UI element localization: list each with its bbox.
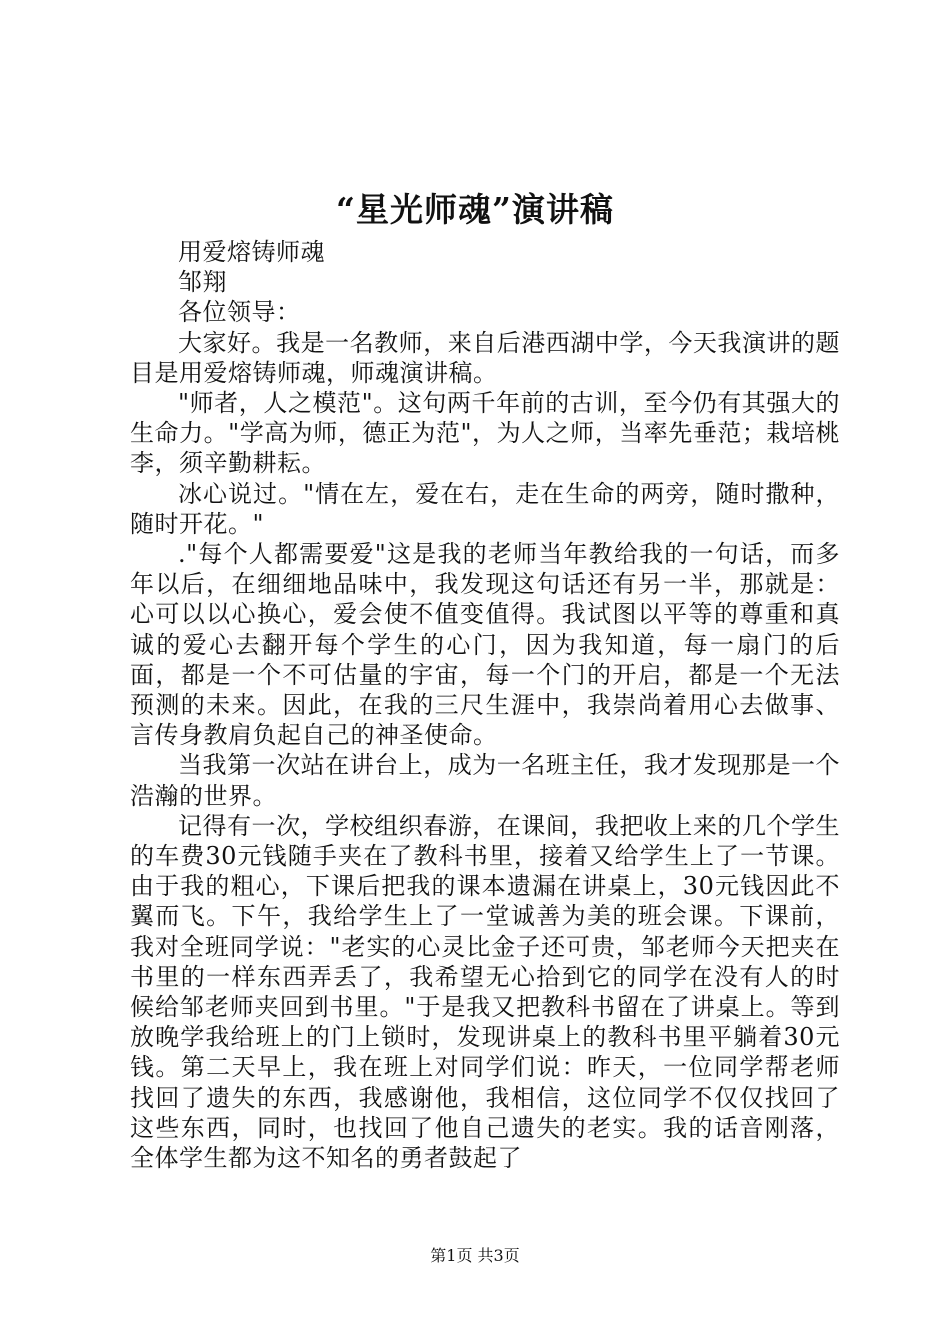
paragraph: 大家好。我是一名教师，来自后港西湖中学，今天我演讲的题目是用爱熔铸师魂，师魂演讲稿。 [130, 328, 840, 387]
paragraph-salutation: 各位领导： [178, 298, 301, 327]
page-footer: 第1页 共3页 [430, 1246, 520, 1265]
paragraph: 当我第一次站在讲台上，成为一名班主任，我才发现那是一个浩瀚的世界。 [130, 751, 840, 810]
paragraph: "师者，人之模范"。这句两千年前的古训，至今仍有其强大的生命力。"学高为师，德正为范"，为人之师，当率先垂范；栽培桃李，须辛勤耕耘。 [130, 389, 840, 478]
paragraph: 冰心说过。"情在左，爱在右，走在生命的两旁，随时撒种，随时开花。" [130, 479, 840, 538]
document-body [130, 237, 840, 1173]
document-title: “星光师魂”演讲稿 [336, 190, 614, 229]
paragraph-author: 邹翔 [178, 268, 227, 297]
paragraph: 记得有一次，学校组织春游，在课间，我把收上来的几个学生的车费30元钱随手夹在了教科书里，接着又给学生上了一节课。由于我的粗心，下课后把我的课本遗漏在讲桌上，30元钱因此不翼而飞。下午，我给学生上了一堂诚善为美的班会课。下课前，我对全班同学说："老实的心灵比金子还可贵，邹老师今天把夹在书里的一样东西弄丢了，我希望无心拾到它的同学在没有人的时候给邹老师夹回到书里。"于是我又把教科书留在了讲桌上。等到放晚学我给班上的门上锁时，发现讲桌上的教科书里平躺着30元钱。第二天早上，我在班上对同学们说：昨天，一位同学帮老师找回了遗失的东西，我感谢他，我相信，这位同学不仅仅找回了这些东西，同时，也找回了他自己遗失的老实。我的话音刚落，全体学生都为这不知名的勇者鼓起了 [130, 811, 840, 1173]
paragraph-subtitle: 用爱熔铸师魂 [178, 238, 325, 266]
paragraph: ."每个人都需要爱"这是我的老师当年教给我的一句话，而多年以后，在细细地品味中，我发现这句话还有另一半，那就是：心可以以心换心，爱会使不值变值得。我试图以平等的尊重和真诚的爱心去翻开每个学生的心门，因为我知道，每一扇门的后面，都是一个不可估量的宇宙，每一个门的开启，都是一个无法预测的未来。因此，在我的三尺生涯中，我崇尚着用心去做事、言传身教肩负起自己的神圣使命。 [130, 540, 840, 750]
